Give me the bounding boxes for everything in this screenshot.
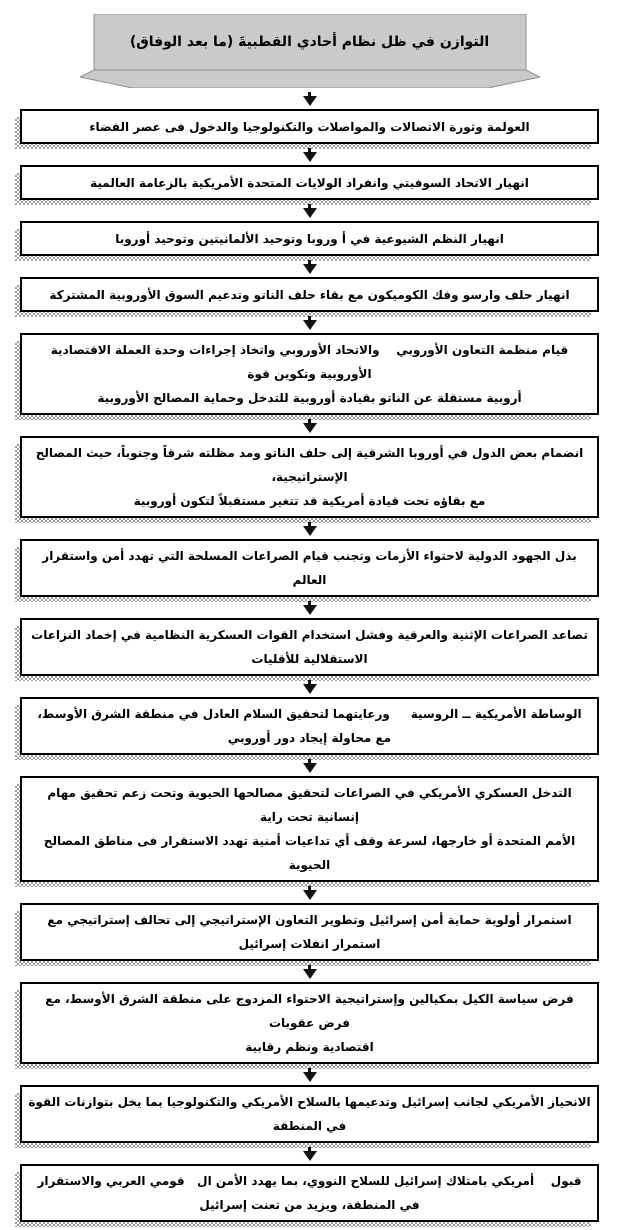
flow-box-text: بذل الجهود الدولية لاحتواء الأزمات وتجنب قيام الصراعات المسلحة التي تهدد أمن واستقرار العالم (38, 549, 577, 587)
flow-box (20, 982, 599, 1064)
flow-box (20, 1164, 599, 1222)
down-arrow-icon (302, 1147, 318, 1161)
down-arrow-icon (302, 965, 318, 979)
flow-box-text: العولمة وثورة الاتصالات والمواصلات والتكنولوجيا والدخول فى عصر الفضاء (89, 119, 530, 134)
down-arrow-icon (302, 1068, 318, 1082)
down-arrow-icon (302, 419, 318, 433)
arrow-head (303, 1151, 317, 1161)
down-arrow-icon (302, 759, 318, 773)
flow-box-text: انضمام بعض الدول في أوروبا الشرقية إلى حلف الناتو ومد مظلته شرقاً وجنوباً، حيث المصالح الإستراتيجية، مع بقاؤه تحت قيادة أمريكية قد تتغير مستقبلاً لتكون أوروبية (35, 446, 584, 508)
down-arrow-icon (302, 204, 318, 218)
flow-box (20, 697, 599, 755)
down-arrow-icon (302, 148, 318, 162)
flow-box-text: انهيار النظم الشيوعية في أ وروبا وتوحيد الألمانيتين وتوحيد أوروبا (115, 231, 504, 246)
down-arrow-icon (302, 522, 318, 536)
down-arrow-icon (302, 260, 318, 274)
flow-box-text: الانحياز الأمريكي لجانب إسرائيل وتدعيمها بالسلاح الأمريكي والتكنولوجيا بما يخل بتوازنات القوة في المنطقة (24, 1095, 591, 1133)
flow-box (20, 165, 599, 200)
down-arrow-icon (302, 92, 318, 106)
flow-box-text: قبول أمريكي بامتلاك إسرائيل للسلاح النووي، بما يهدد الأمن ال قومي العربي والاستقرار في المنطقة، ويزيد من تعنت إسرائيل (33, 1174, 582, 1212)
flow-box (20, 776, 599, 882)
flow-box-text: قيام منظمة التعاون الأوروبي والاتحاد الأوروبي واتخاذ إجراءات وحدة العملة الاقتصادية الأوروبية وتكوين قوة أروبية مستقلة عن الناتو بقيادة أوروبية للتدخل وحماية المصالح الأوروبية (50, 343, 569, 405)
arrow-head (303, 1072, 317, 1082)
arrow-head (303, 320, 317, 330)
down-arrow-icon (302, 601, 318, 615)
flow-box (20, 539, 599, 597)
flow-box (20, 109, 599, 144)
arrow-head (303, 684, 317, 694)
flow-box-text: انهيار حلف وارسو وفك الكوميكون مع بقاء حلف الناتو وتدعيم السوق الأوروبية المشتركة (49, 287, 570, 302)
arrow-head (303, 208, 317, 218)
flow-box (20, 1085, 599, 1143)
flow-box-text: انهيار الاتحاد السوفيتي وانفراد الولايات المتحدة الأمريكية بالزعامة العالمية (90, 175, 529, 190)
title-box (80, 14, 540, 88)
flow-box-text: تصاعد الصراعات الإثنية والعرقية وفشل استخدام القوات العسكرية النظامية في إخماد النزاعات الاستقلالية للأقليات (26, 628, 588, 666)
flow-box-text: التدخل العسكري الأمريكي في الصراعات لتحقيق مصالحها الحيوية وتحت زعم تحقيق مهام إنسانية تحت راية الأمم المتحدة أو خارجها، لسرعة وقف أي تداعيات أمنية تهدد الاستقرار فى مناطق المصالح الحيوية (43, 786, 576, 872)
flow-box (20, 277, 599, 312)
arrow-head (303, 526, 317, 536)
arrow-head (303, 890, 317, 900)
flow-box (20, 618, 599, 676)
arrow-head (303, 605, 317, 615)
down-arrow-icon (302, 886, 318, 900)
diagram-title: التوازن في ظل نظام أحادي القطبيةَ (ما بعد الوفاق) (129, 34, 490, 50)
arrow-head (303, 96, 317, 106)
flow-box-text: فرض سياسة الكيل بمكيالين وإستراتيجية الاحتواء المزدوج على منطقة الشرق الأوسط، مع فرض عقوبات اقتصادية ونظم رقابية (45, 992, 574, 1054)
arrow-head (303, 152, 317, 162)
flow-box (20, 221, 599, 256)
arrow-head (303, 969, 317, 979)
flow-box-text: الوساطة الأمريكية ــ الروسية ورعايتهما لتحقيق السلام العادل في منطقة الشرق الأوسط، مع محاولة إيجاد دور أوروبي (33, 707, 582, 745)
down-arrow-icon (302, 316, 318, 330)
down-arrow-icon (302, 680, 318, 694)
flow-box (20, 903, 599, 961)
flow-box (20, 436, 599, 518)
flow-steps (20, 92, 599, 1222)
arrow-head (303, 763, 317, 773)
flow-box-text: استمرار أولوية حماية أمن إسرائيل وتطوير التعاون الإستراتيجي إلى تحالف إستراتيجي مع استمرار انفلات إسرائيل (43, 913, 572, 951)
flow-box (20, 333, 599, 415)
arrow-head (303, 423, 317, 433)
arrow-head (303, 264, 317, 274)
